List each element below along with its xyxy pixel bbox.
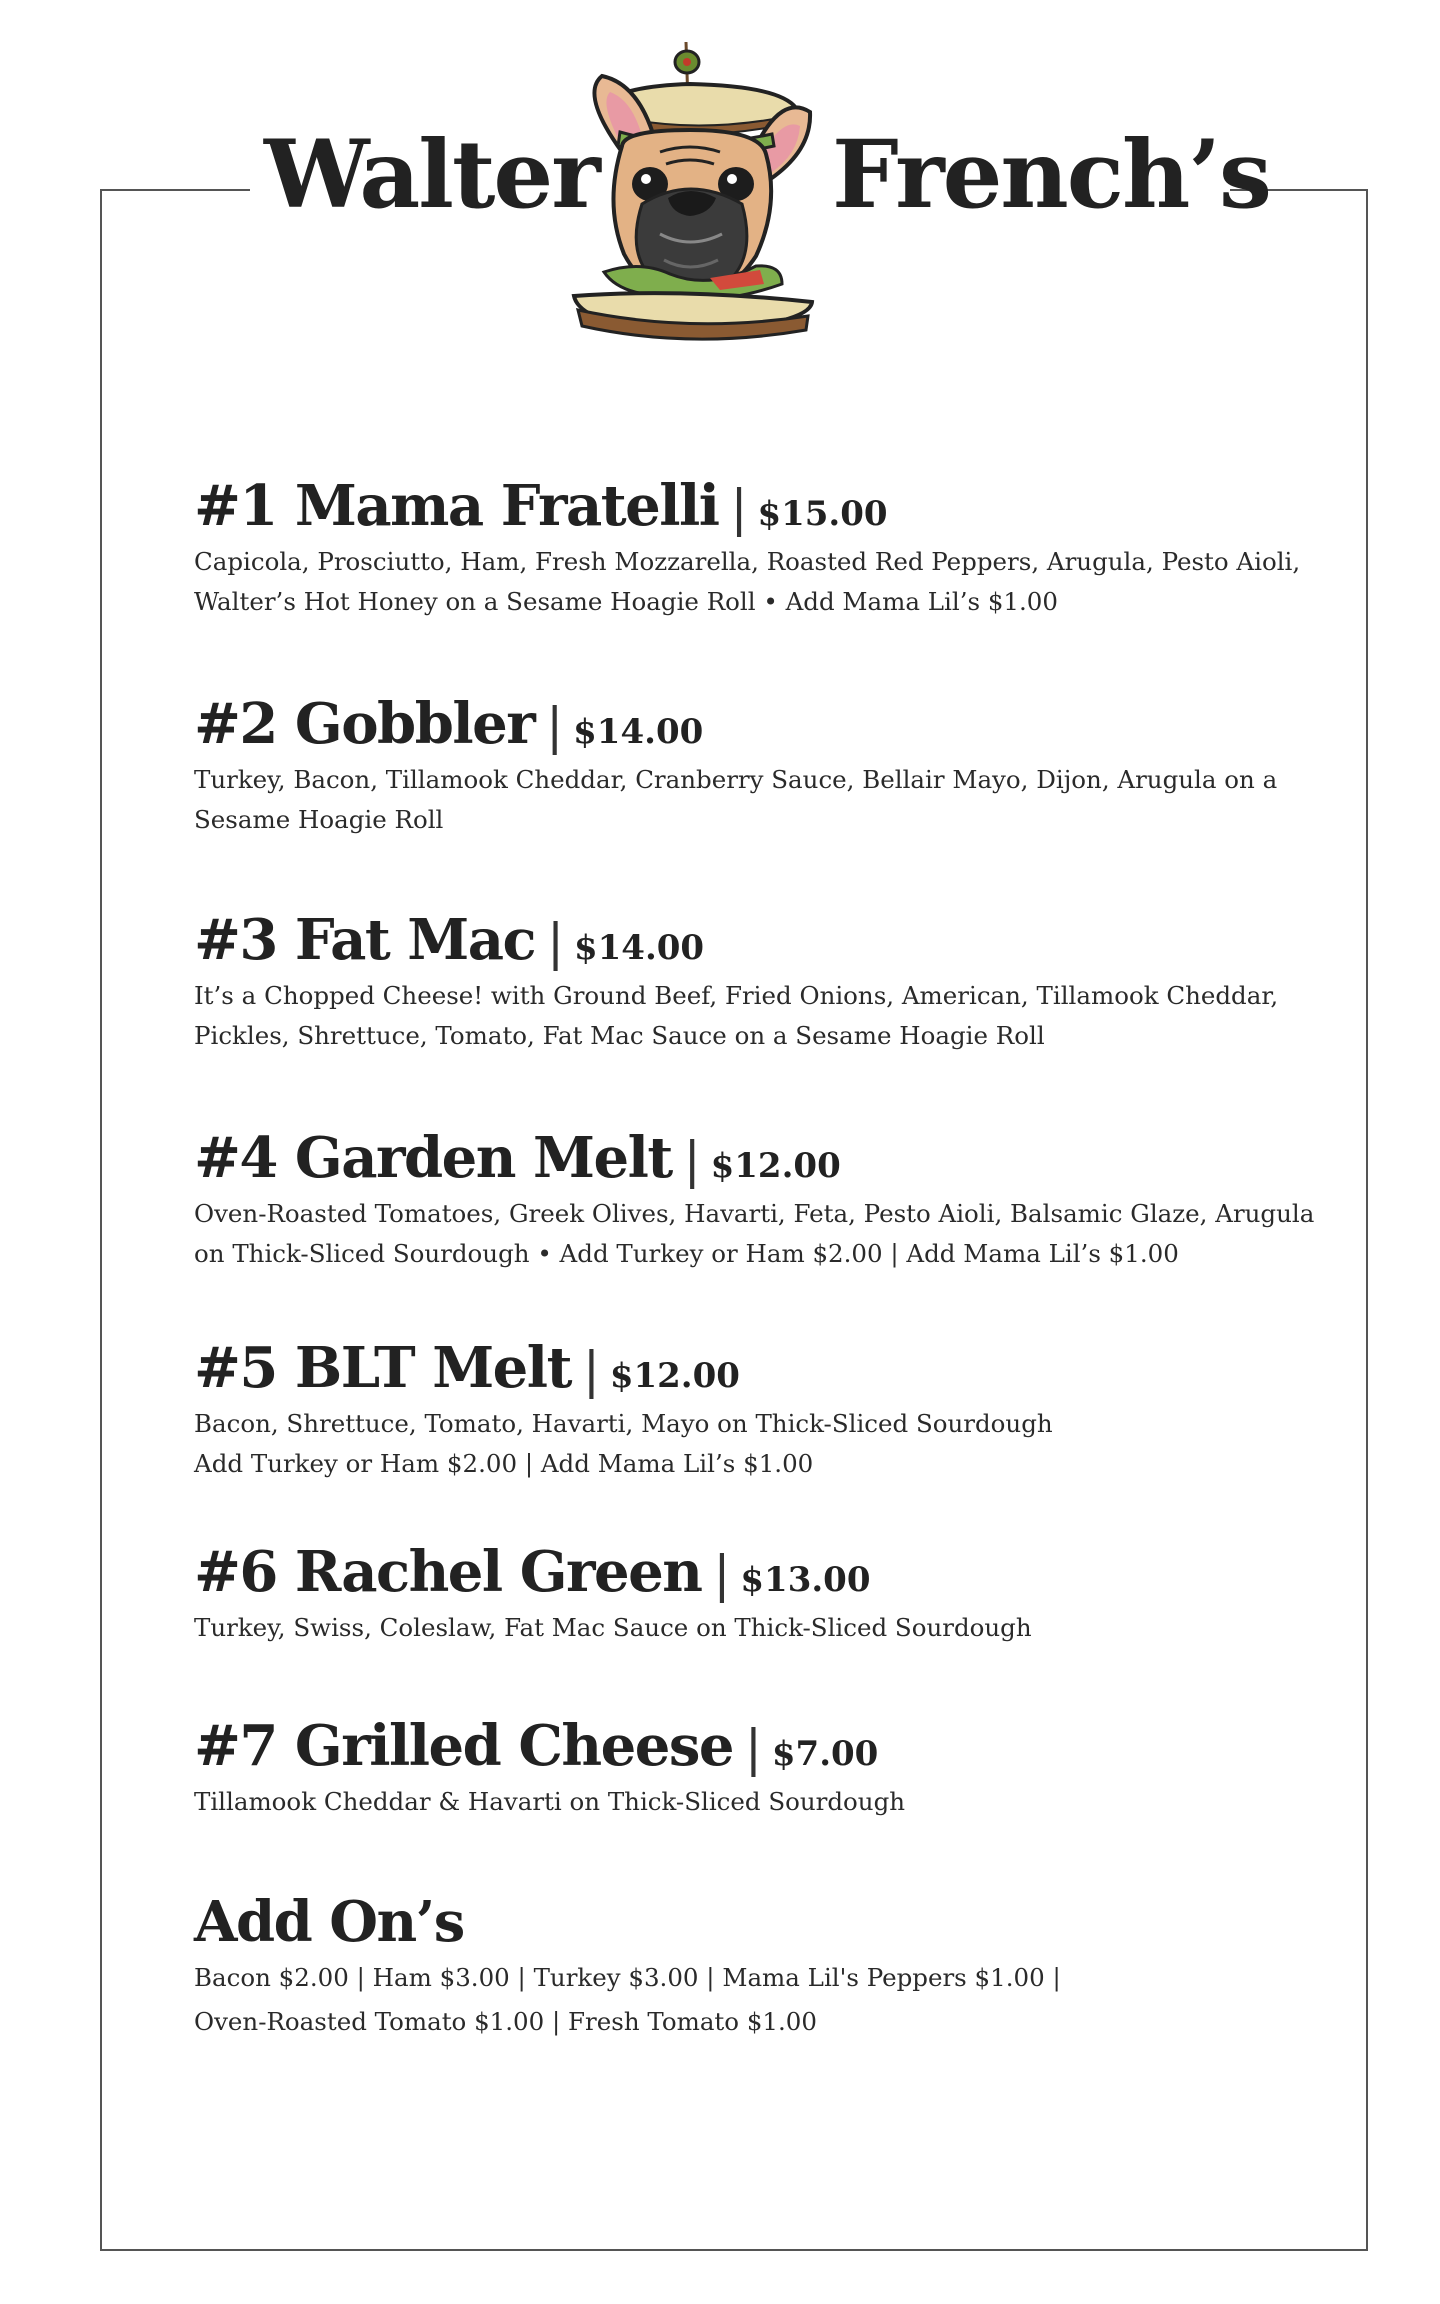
menu-item-price: $13.00 <box>740 1560 871 1600</box>
menu-item-heading <box>194 691 1274 757</box>
menu-item-heading <box>194 473 1274 539</box>
menu-item <box>194 1539 1274 1648</box>
menu-item-price: $14.00 <box>573 928 705 968</box>
menu-item-heading <box>194 907 1274 973</box>
menu-item <box>194 1713 1274 1822</box>
description-line: Bacon, Shrettuce, Tomato, Havarti, Mayo on Thick-Sliced Sourdough <box>194 1409 1053 1438</box>
title-frenchs: French’s <box>832 120 1270 230</box>
description-line: Walter’s Hot Honey on a Sesame Hoagie Roll • Add Mama Lil’s $1.00 <box>194 587 1058 616</box>
bulldog-sandwich-icon <box>560 34 824 352</box>
menu-item-description <box>194 1194 1315 1274</box>
menu-item-description <box>194 976 1279 1056</box>
menu-item <box>194 473 1301 622</box>
add-ons-list <box>194 1958 1274 2042</box>
description-line: Oven-Roasted Tomatoes, Greek Olives, Havarti, Feta, Pesto Aioli, Balsamic Glaze, Arugula <box>194 1199 1315 1228</box>
menu-item-name: #6 Rachel Green <box>194 1539 702 1605</box>
price-separator: | <box>713 1545 731 1603</box>
title-walter: Walter <box>264 120 599 230</box>
menu-item <box>194 691 1278 840</box>
price-separator: | <box>730 479 748 537</box>
menu-item-description <box>194 1782 1274 1822</box>
menu-item-description <box>194 1608 1274 1648</box>
price-separator: | <box>547 913 564 971</box>
price-separator: | <box>745 1719 762 1777</box>
description-line: on Thick-Sliced Sourdough • Add Turkey or Ham $2.00 | Add Mama Lil’s $1.00 <box>194 1239 1179 1268</box>
menu-item-name: #2 Gobbler <box>194 691 535 757</box>
price-separator: | <box>582 1341 600 1399</box>
menu-item-price: $12.00 <box>609 1356 740 1396</box>
description-line: Bacon $2.00 | Ham $3.00 | Turkey $3.00 | Mama Lil's Peppers $1.00 | <box>194 1963 1061 1992</box>
add-ons-title: Add On’s <box>194 1889 464 1955</box>
menu-item-heading <box>194 1125 1274 1191</box>
menu-item-description <box>194 760 1278 840</box>
description-line: Oven-Roasted Tomato $1.00 | Fresh Tomato $1.00 <box>194 2007 817 2036</box>
menu-item-heading <box>194 1539 1274 1605</box>
menu-item-description <box>194 1404 1274 1484</box>
menu-item-heading <box>194 1713 1274 1779</box>
add-ons-section <box>194 1889 1274 2042</box>
menu-item-name: #4 Garden Melt <box>194 1125 672 1191</box>
menu-item-heading <box>194 1335 1274 1401</box>
description-line: Pickles, Shrettuce, Tomato, Fat Mac Sauce on a Sesame Hoagie Roll <box>194 1021 1045 1050</box>
menu-item <box>194 1125 1315 1274</box>
menu-item-price: $7.00 <box>771 1734 879 1774</box>
menu-item-price: $12.00 <box>710 1146 841 1186</box>
menu-item-name: #7 Grilled Cheese <box>194 1713 734 1779</box>
description-line: Tillamook Cheddar & Havarti on Thick-Sliced Sourdough <box>194 1787 906 1816</box>
price-separator: | <box>683 1131 701 1189</box>
menu-item-name: #1 Mama Fratelli <box>194 473 719 539</box>
menu-item-name: #5 BLT Melt <box>194 1335 571 1401</box>
menu-item-heading <box>194 1889 1274 1955</box>
menu-item-name: #3 Fat Mac <box>194 907 536 973</box>
menu-item <box>194 1335 1274 1484</box>
menu-item <box>194 907 1279 1056</box>
description-line: Turkey, Swiss, Coleslaw, Fat Mac Sauce on Thick-Sliced Sourdough <box>194 1613 1032 1642</box>
description-line: Add Turkey or Ham $2.00 | Add Mama Lil’s $1.00 <box>194 1449 814 1478</box>
description-line: It’s a Chopped Cheese! with Ground Beef, Fried Onions, American, Tillamook Cheddar, <box>194 981 1279 1010</box>
price-separator: | <box>546 697 564 755</box>
description-line: Sesame Hoagie Roll <box>194 805 444 834</box>
menu-item-price: $14.00 <box>573 712 704 752</box>
description-line: Turkey, Bacon, Tillamook Cheddar, Cranberry Sauce, Bellair Mayo, Dijon, Arugula on a <box>194 765 1278 794</box>
description-line: Capicola, Prosciutto, Ham, Fresh Mozzarella, Roasted Red Peppers, Arugula, Pesto Aioli, <box>194 547 1301 576</box>
menu-item-price: $15.00 <box>757 494 888 534</box>
menu-item-description <box>194 542 1301 622</box>
